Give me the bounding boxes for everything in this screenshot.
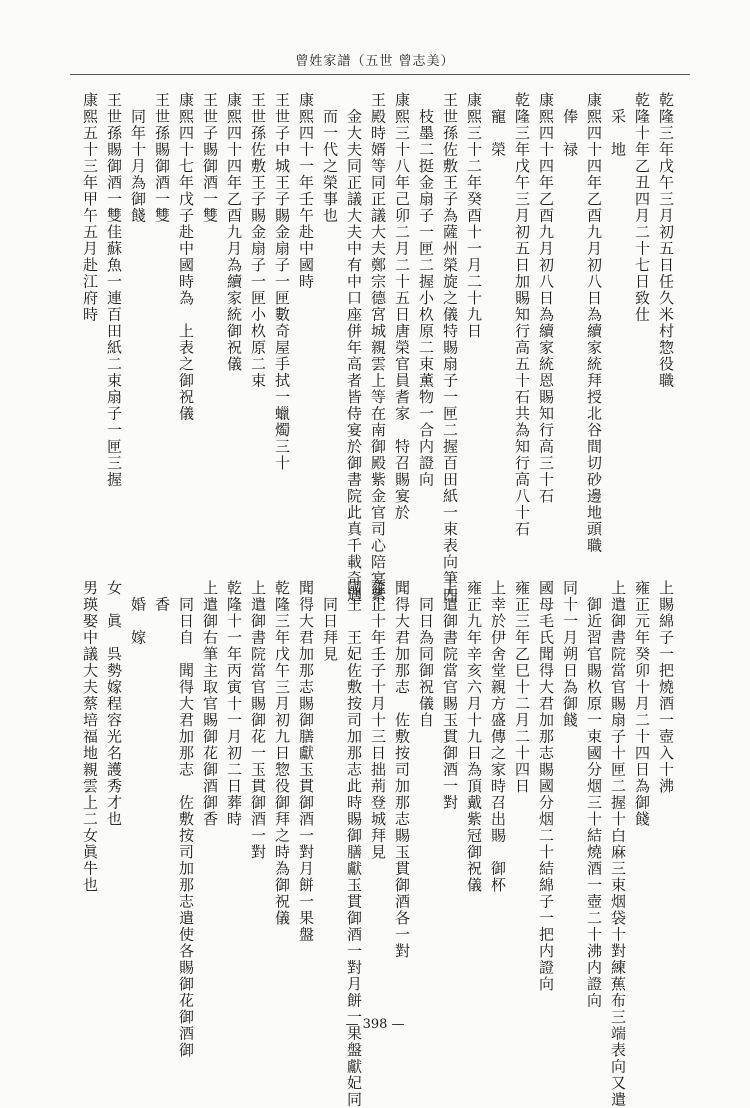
text-column: 上賜綿子一把燒酒一壺入十沸 <box>657 580 675 795</box>
text-column: 王世子賜御酒一雙 <box>201 92 219 224</box>
text-column: 王世孫佐敷王子賜金扇子一匣小杦原二束 <box>249 92 267 389</box>
text-column: 康熙四十四年乙酉九月初八日為續家統恩賜知行高三十石 <box>537 92 555 505</box>
text-column: 同日自 聞得大君加那志 佐敷按司加那志遣使各賜御花御酒御 <box>177 580 195 1059</box>
text-column: 乾隆十年乙丑四月二十七日致仕 <box>633 92 651 323</box>
text-column: 乾隆三年戊午三月初五日任久米村惣役職 <box>657 92 675 389</box>
text-column: 康熙三十二年癸酉十一月二十九日 <box>465 92 483 340</box>
text-column: 國王 王妃佐敷按司加那志此時賜御膳獻玉貫御酒一對月餅一果盤獻妃同 <box>345 580 363 1108</box>
text-column: 乾隆十一年丙寅十一月初二日葬時 <box>225 580 243 828</box>
text-column: 康熙四十四年乙酉九月初八日為續家統拜授北谷間切砂邊地頭職 <box>585 92 603 554</box>
text-column: 王世孫賜御酒一雙 <box>153 92 171 224</box>
text-column: 俸 禄 <box>561 92 579 158</box>
header-rule <box>70 74 690 75</box>
text-column: 同年十月為御餞 <box>129 92 147 224</box>
text-column: 婚 嫁 <box>129 580 147 646</box>
text-column: 而一代之榮事也 <box>321 92 339 224</box>
text-column: 寵 榮 <box>489 92 507 158</box>
text-column: 香 <box>153 580 171 613</box>
text-column: 康熙四十七年戊子赴中國時為 上表之御祝儀 <box>177 92 195 422</box>
text-column: 雍正十年壬子十月十三日拙荊登城拜見 <box>369 580 387 861</box>
text-column: 雍正九年辛亥六月十九日為頂戴紫冠御祝儀 <box>465 580 483 894</box>
text-column: 乾隆三年戊午三月初九日惣役御拜之時為御祝儀 <box>273 580 291 927</box>
text-column: 女 眞 呉勢嫁程容光名護秀才也 <box>105 580 123 828</box>
text-column: 同日拜見 <box>321 580 339 663</box>
text-column: 康熙三十八年己卯二月二十五日唐榮官員耆家 特召賜宴於 <box>393 92 411 521</box>
text-column: 上遣御右筆主取官賜御花御酒御香 <box>201 580 219 828</box>
text-column: 康熙五十三年甲午五月赴江府時 <box>81 92 99 323</box>
text-column: 同十一月朔日為御餞 <box>561 580 579 729</box>
text-column: 國母毛氏聞得大君加那志賜國分烟二十結綿子一把内證向 <box>537 580 555 993</box>
text-column: 王世孫佐敷王子為薩州榮旋之儀特賜扇子一匣二握百田紙一束表向筆四 <box>441 92 459 604</box>
text-column: 雍正元年癸卯十月二十四日為御餞 <box>633 580 651 828</box>
text-column: 上遣御書院當官賜扇子十匣二握十白麻三束烟袋十對練蕉布三端表向又遣 <box>609 580 627 1108</box>
text-column: 王世子中城王子賜金扇子一匣數奇屋手拭一蠟燭三十 <box>273 92 291 472</box>
text-column: 乾隆三年戊午三月初五日加賜知行高五十石共為知行高八十石 <box>513 92 531 538</box>
text-column: 枝墨二挺金扇子一匣二握小杦原二束薫物一合内證向 <box>417 92 435 488</box>
text-column: 金大夫同正議大夫中有中口座併年高者皆侍宴於御書院此真千載奇遇 <box>345 92 363 604</box>
text-column: 王殿時婿等同正議大夫鄭宗德宮城親雲上等在南御殿紫金官司心陪宴紫 <box>369 92 387 604</box>
text-column: 聞得大君加那志賜御膳獻玉貫御酒一對月餅一果盤 <box>297 580 315 943</box>
page-number: — 398 — <box>345 1017 405 1032</box>
text-column: 康熙四十一年壬午赴中國時 <box>297 92 315 290</box>
text-column: 采 地 <box>609 92 627 158</box>
text-column: 男瑛娶中議大夫蔡培福地親雲上二女眞牛也 <box>81 580 99 894</box>
text-column: 同日為同御祝儀自 <box>417 580 435 729</box>
text-column: 康熙四十四年乙酉九月為續家統御祝儀 <box>225 92 243 373</box>
text-column: 雍正三年乙巳十二月二十四日 <box>513 580 531 795</box>
text-column: 上遣御書院當官賜御花一玉貫御酒一對 <box>249 580 267 861</box>
page-title: 曾姓家譜（五世 曾志美） <box>295 54 455 69</box>
text-column: 王世孫賜御酒一雙佳蘇魚一連百田紙二束扇子一匣三握 <box>105 92 123 488</box>
text-column: 上幸於伊舍堂親方盛傳之家時召出賜 御杯 <box>489 580 507 894</box>
text-column: 御近習官賜杦原一束國分烟三十結燒酒一壺二十沸内證向 <box>585 580 603 1009</box>
text-column: 上遣御書院當官賜玉貫御酒一對 <box>441 580 459 811</box>
page-header <box>0 50 750 69</box>
text-column: 聞得大君加那志 佐敷按司加那志賜玉貫御酒各一對 <box>393 580 411 960</box>
